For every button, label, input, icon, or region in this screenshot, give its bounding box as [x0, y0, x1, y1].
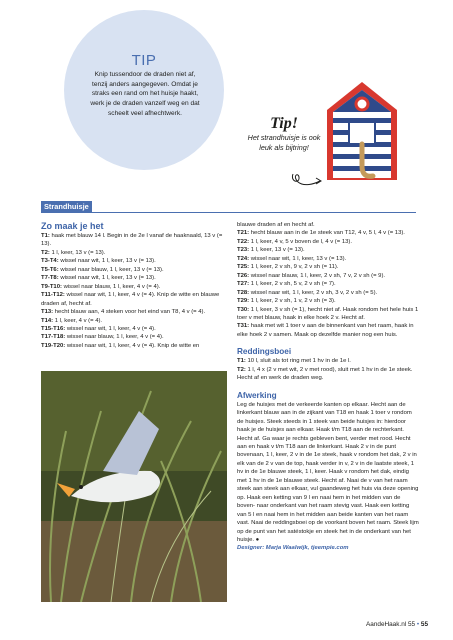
- row-label: T2:: [41, 249, 50, 256]
- instruction-row: [237, 263, 419, 271]
- row-label: T28:: [237, 289, 250, 296]
- row-label: T1:: [237, 358, 246, 365]
- row-text: hecht blauw aan in de 1e steek van T12, 4 v, 5 l, 4 v (= 13).: [249, 230, 405, 237]
- footer-bullet: •: [416, 621, 420, 628]
- instruction-row: [41, 283, 231, 291]
- row-text: 10 l, sluit als tot ring met 1 hv in de 1e l.: [245, 358, 351, 365]
- right-column: [237, 221, 419, 553]
- instruction-row: [41, 257, 231, 265]
- row-text: wissel naar wit, 1 l, keer, 13 v (= 13).: [58, 258, 156, 265]
- instruction-row: [41, 232, 231, 249]
- instruction-row: [237, 280, 419, 288]
- row-label: T7-T8:: [41, 275, 59, 282]
- row-label: T24:: [237, 255, 250, 262]
- row-label: T22:: [237, 238, 250, 245]
- row-label: T27:: [237, 281, 250, 288]
- section-divider: [41, 212, 416, 213]
- instruction-list-right: [237, 221, 419, 339]
- tip-title: TIP: [131, 52, 157, 69]
- row-label: T23:: [237, 247, 250, 254]
- row-label: T2:: [237, 366, 246, 373]
- row-text: wissel naar wit, 1 l, keer, 4 v (= 4). Knip de witte en blauwe draden af, hecht af.: [41, 292, 220, 307]
- footer-site: AandeHaak.nl 55: [366, 621, 416, 628]
- row-text: wissel naar wit, 1 l, keer, 2 v sh, 3 v, 2 v sh (= 5).: [249, 289, 378, 296]
- row-text: haak met wit 1 toer v aan de binnenkant van het raam, haak in elke hoek 2 v samen. Maak op dezelfde manier nog een huis.: [237, 323, 414, 338]
- row-label: T1:: [41, 233, 50, 239]
- instruction-row: [237, 255, 419, 263]
- section-label: Strandhuisje: [41, 201, 92, 213]
- instruction-row: [237, 229, 419, 237]
- instruction-row: [41, 325, 231, 333]
- instruction-row: [237, 357, 419, 365]
- row-label: T30:: [237, 306, 250, 313]
- instruction-row: [41, 333, 231, 341]
- reddingsboei-list: [237, 357, 419, 382]
- row-text: 1 l, keer, 3 v sh (= 1), hecht niet af. Haak rondom het hele huis 1 toer v met blauw, haak in elke hoek 2 v. Hecht af.: [237, 306, 419, 321]
- instruction-row: [237, 306, 419, 323]
- instruction-list-left: [41, 232, 231, 350]
- instruction-row: [41, 317, 231, 325]
- row-label: T3-T4:: [41, 258, 59, 265]
- row-label: T13:: [41, 309, 54, 316]
- row-label: T11-T12:: [41, 292, 65, 299]
- beach-house-photo: [315, 80, 410, 190]
- row-text: wissel naar blauw, 1 l, keer, 13 v (= 13).: [58, 266, 164, 273]
- zo-maak-heading: Zo maak je het: [41, 221, 104, 231]
- row-label: T9-T10:: [41, 283, 62, 290]
- designer-credit: Designer: Marja Waalwijk, tjeempie.com: [237, 545, 349, 552]
- instruction-row: [237, 221, 419, 229]
- row-text: wissel naar blauw, 1 l, keer, 2 v sh, 7 v, 2 v sh (= 9).: [249, 272, 386, 279]
- row-text: 1 l, keer, 2 v sh, 5 v, 2 v sh (= 7).: [249, 281, 336, 288]
- tip-house-title: Tip!: [270, 115, 298, 132]
- instruction-row: [237, 238, 419, 246]
- row-text: 1 l, keer, 4 v (= 4).: [53, 317, 103, 324]
- instruction-row: [41, 249, 231, 257]
- row-text: haak met blauw 14 l. Begin in de 2e l vanaf de haaknaald, 13 v (= 13).: [41, 233, 223, 248]
- row-label: T5-T6:: [41, 266, 59, 273]
- row-text: wissel naar wit, 1 l, keer, 4 v (= 4).: [65, 325, 156, 332]
- row-text: 1 l, keer, 13 v (= 13).: [49, 249, 106, 256]
- instruction-row: [237, 297, 419, 305]
- row-text: wissel naar wit, 1 l, keer, 4 v (= 4). Knip de witte en: [65, 342, 200, 349]
- instruction-row: [237, 366, 419, 383]
- instruction-row: [237, 322, 419, 339]
- row-label: T17-T18:: [41, 334, 66, 341]
- row-text: blauwe draden af en hecht af.: [237, 222, 315, 228]
- tip-house-text: Het strandhuisje is ook leuk als bijtring!: [247, 133, 321, 152]
- row-label: T26:: [237, 272, 250, 279]
- row-text: wissel naar blauw, 1 l, keer, 4 v (= 4).: [65, 334, 164, 341]
- instruction-row: [41, 291, 231, 308]
- row-text: 1 l, keer, 2 v sh, 1 v, 2 v sh (= 3).: [249, 298, 336, 305]
- instruction-row: [41, 274, 231, 282]
- row-label: T14:: [41, 317, 54, 324]
- instruction-row: [41, 342, 231, 350]
- seagull-photo: [41, 371, 227, 602]
- afwerking-heading: Afwerking: [237, 390, 277, 400]
- tip-text: Knip tussendoor de draden niet af, tenzij anders aangegeven. Omdat je straks een rand om het huisje haakt, werk je de draden vanzelf weg en dat scheelt veel afhechtwerk.: [90, 71, 200, 117]
- row-label: T19-T20:: [41, 342, 66, 349]
- row-text: 1 l, 4 x (2 v met wit, 2 v met rood), sluit met 1 hv in de 1e steek. Hecht af en werk de draden weg.: [237, 366, 413, 382]
- instruction-row: [41, 266, 231, 274]
- row-text: 1 l, keer, 13 v (= 13).: [249, 247, 305, 254]
- instruction-row: [237, 246, 419, 254]
- reddingsboei-heading: Reddingsboei: [237, 347, 292, 357]
- page-number: 55: [420, 621, 428, 628]
- afwerking-text: Leg de huisjes met de verkeerde kanten op elkaar. Hecht aan de linkerkant blauw aan in de zijkant van T18 en haak 1 toer v rondom de huisjes. Steek steeds in 1 steek van beide huisjes in: hierdoor haak je de huisjes aan elkaar. Haak t/m T18 aan de rechterkant. Hecht af. Ga waar je rechts gebleven bent, verder met rood. Hecht aan en haak v t/m T18 aan de linkerkant. Haak 2 v in de punt bovenaan, 1 l, keer, 2 v in de 1e steek, haak v rondom het dak, 2 v in elk van de 2 v van de top, haak verder in v, 2 v in de laatste steek, 1 hv in de 1e blauwe steek, 1 l, keer. Haak v rondom het dak, eindig met 1 hv in de 1e blauwe steek. Hecht af. Naai de v van het raam steek aan steek aan elkaar, vul gaandeweg het huis via deze opening op. Haak een ketting van 9 l en naai hem in het midden van de boven- naar onderkant van het raam stevig vast. Haak een ketting van 5 l en naai hem in het midden aan beide kanten van het raam vast. Naai de reddingsboei op de voorkant boven het raam. Steek lijm op de punt van het satéstokje en steek het in de onderkant van het huisje. ●: [237, 401, 419, 543]
- row-label: T15-T16:: [41, 325, 66, 332]
- instruction-row: [237, 289, 419, 297]
- left-column: [41, 221, 231, 350]
- row-text: wissel naar wit, 1 l, keer, 13 v (= 13).: [249, 255, 347, 262]
- row-label: T25:: [237, 264, 250, 271]
- row-text: hecht blauw aan, 4 steken voor het eind van T8, 4 v (= 4).: [53, 309, 206, 316]
- row-label: T21:: [237, 230, 250, 237]
- row-label: T29:: [237, 298, 250, 305]
- row-text: wissel naar blauw, 1 l, keer, 4 v (= 4).: [61, 283, 161, 290]
- row-text: 1 l, keer, 2 v sh, 9 v, 2 v sh (= 11).: [249, 264, 339, 271]
- instruction-row: [237, 272, 419, 280]
- row-text: wissel naar wit, 1 l, keer, 13 v (= 13).: [58, 275, 156, 282]
- row-label: T31:: [237, 323, 250, 330]
- row-text: 1 l, keer, 4 v, 5 v boven de l, 4 v (= 13).: [249, 238, 352, 245]
- page-footer: [366, 621, 428, 628]
- instruction-row: [41, 308, 231, 316]
